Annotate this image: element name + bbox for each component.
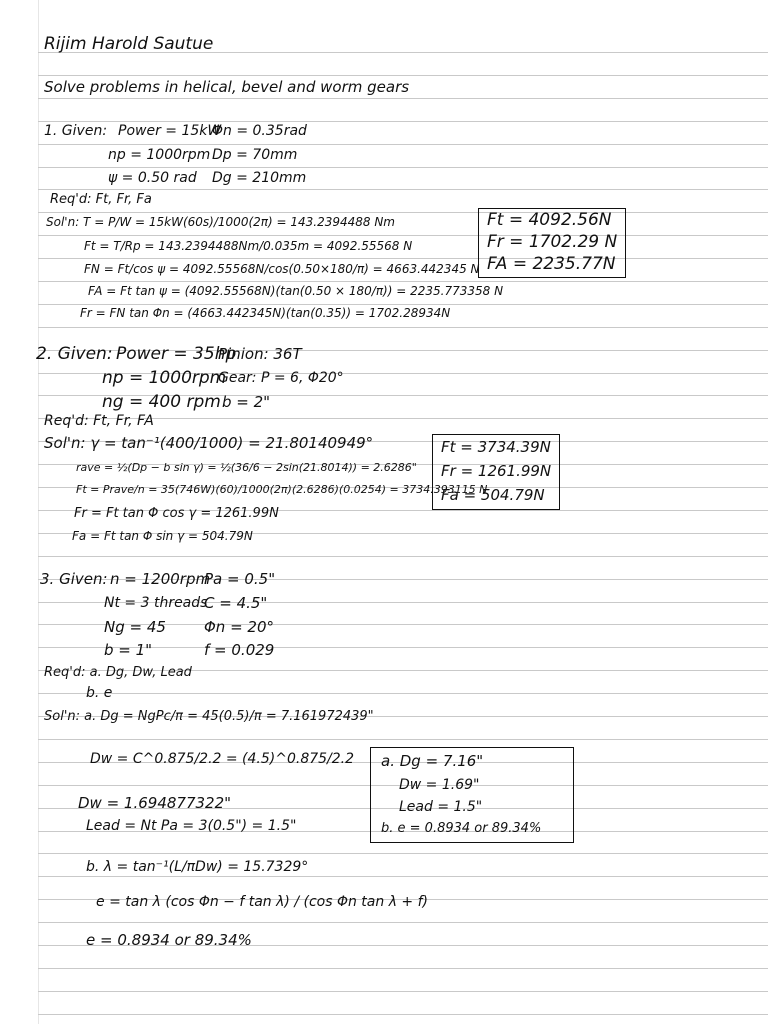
ruled-line xyxy=(38,167,768,168)
p1-phi-n: Φn = 0.35rad xyxy=(212,123,307,139)
ruled-line xyxy=(38,75,768,76)
ruled-line xyxy=(38,739,768,740)
ruled-line xyxy=(38,258,768,259)
p3-f: f = 0.029 xyxy=(204,641,275,659)
margin-line xyxy=(38,0,39,1024)
p2-ft: Ft = Prave/n = 35(746W)(60)/1000(2π)(2.6286)(0.0254) = 3734.393115 N xyxy=(76,483,488,496)
p1-answer-fa: FA = 2235.77N xyxy=(487,254,616,274)
ruled-line xyxy=(38,281,768,282)
p2-fr: Fr = Ft tan Φ cos γ = 1261.99N xyxy=(74,506,279,521)
p2-b: b = 2" xyxy=(222,393,271,411)
p1-dp: Dp = 70mm xyxy=(212,147,298,163)
p3-e-value: e = 0.8934 or 89.34% xyxy=(86,931,252,949)
ruled-line xyxy=(38,693,768,694)
p3-dw-value: Dw = 1.694877322" xyxy=(78,794,232,812)
ruled-line xyxy=(38,876,768,877)
p2-power: Power = 35hp xyxy=(116,344,237,364)
ruled-line xyxy=(38,304,768,305)
p3-lambda: b. λ = tan⁻¹(L/πDw) = 15.7329° xyxy=(86,859,309,875)
p2-gear: Gear: P = 6, Φ20° xyxy=(218,370,344,386)
ruled-line xyxy=(38,212,768,213)
p3-ng: Ng = 45 xyxy=(104,618,166,636)
p3-answer-dg: a. Dg = 7.16" xyxy=(381,752,484,770)
p3-dg: Sol'n: a. Dg = NgPc/π = 45(0.5)/π = 7.161972439" xyxy=(44,709,374,724)
p1-psi: ψ = 0.50 rad xyxy=(108,170,197,186)
p3-answer-box xyxy=(370,747,574,843)
ruled-line xyxy=(38,1014,768,1015)
p3-b: b = 1" xyxy=(104,641,153,659)
ruled-line xyxy=(38,327,768,328)
p2-answer-fa: Fa = 504.79N xyxy=(441,486,545,504)
ruled-line xyxy=(38,121,768,122)
ruled-line xyxy=(38,968,768,969)
p3-answer-lead: Lead = 1.5" xyxy=(399,799,483,815)
p3-e-formula: e = tan λ (cos Φn − f tan λ) / (cos Φn tan λ + f) xyxy=(96,894,429,910)
p2-pinion: Pinion: 36T xyxy=(218,345,302,363)
p3-answer-dw: Dw = 1.69" xyxy=(399,777,480,793)
p1-fn: FN = Ft/cos ψ = 4092.55568N/cos(0.50×180/π) = 4663.442345 N xyxy=(84,262,480,276)
p3-c: C = 4.5" xyxy=(204,594,268,612)
ruled-line xyxy=(38,991,768,992)
author-name: Rijim Harold Sautue xyxy=(44,34,214,54)
p1-given-label: 1. Given: xyxy=(44,123,108,139)
p3-given-label: 3. Given: xyxy=(40,570,108,588)
ruled-line xyxy=(38,556,768,557)
p3-dw: Dw = C^0.875/2.2 = (4.5)^0.875/2.2 xyxy=(90,751,355,767)
p1-answer-fr: Fr = 1702.29 N xyxy=(487,232,618,252)
p1-dg: Dg = 210mm xyxy=(212,170,307,186)
p2-answer-box xyxy=(432,434,560,510)
p3-phi-n: Φn = 20° xyxy=(204,618,275,636)
p3-lead: Lead = Nt Pa = 3(0.5") = 1.5" xyxy=(86,818,297,834)
p1-answer-box xyxy=(478,208,626,278)
p2-answer-ft: Ft = 3734.39N xyxy=(441,438,551,456)
p1-reqd: Req'd: Ft, Fr, Fa xyxy=(50,192,152,207)
p3-n: n = 1200rpm xyxy=(110,570,211,588)
p2-given-label: 2. Given: xyxy=(36,344,113,364)
ruled-line xyxy=(38,144,768,145)
p2-answer-fr: Fr = 1261.99N xyxy=(441,462,552,480)
p1-power: Power = 15kW xyxy=(118,123,222,139)
p1-answer-ft: Ft = 4092.56N xyxy=(487,210,612,230)
p2-np: np = 1000rpm xyxy=(102,368,227,388)
p3-reqd: Req'd: a. Dg, Dw, Lead xyxy=(44,665,192,680)
p2-ng: ng = 400 rpm xyxy=(102,392,221,412)
ruled-line xyxy=(38,189,768,190)
p2-reqd: Req'd: Ft, Fr, FA xyxy=(44,413,154,429)
p2-gamma: Sol'n: γ = tan⁻¹(400/1000) = 21.80140949° xyxy=(44,434,374,452)
ruled-line xyxy=(38,922,768,923)
p3-answer-e: b. e = 0.8934 or 89.34% xyxy=(381,821,542,836)
ruled-line xyxy=(38,235,768,236)
p2-rave: rave = ½(Dp − b sin γ) = ½(36/6 − 2sin(21.8014)) = 2.6286" xyxy=(76,461,417,474)
topic-title: Solve problems in helical, bevel and worm gears xyxy=(44,78,410,96)
p3-reqd-b: b. e xyxy=(86,685,113,701)
ruled-line xyxy=(38,98,768,99)
p1-fa: FA = Ft tan ψ = (4092.55568N)(tan(0.50 × 180/π)) = 2235.773358 N xyxy=(88,284,504,298)
p1-fr: Fr = FN tan Φn = (4663.442345N)(tan(0.35)) = 1702.28934N xyxy=(80,306,451,320)
ruled-line xyxy=(38,853,768,854)
p1-ft: Ft = T/Rp = 143.2394488Nm/0.035m = 4092.55568 N xyxy=(84,239,413,253)
p1-np: np = 1000rpm xyxy=(108,147,211,163)
p3-nt: Nt = 3 threads xyxy=(104,595,208,611)
p2-fa: Fa = Ft tan Φ sin γ = 504.79N xyxy=(72,529,253,543)
p1-torque: Sol'n: T = P/W = 15kW(60s)/1000(2π) = 143.2394488 Nm xyxy=(46,215,395,229)
p3-pa: Pa = 0.5" xyxy=(204,570,276,588)
